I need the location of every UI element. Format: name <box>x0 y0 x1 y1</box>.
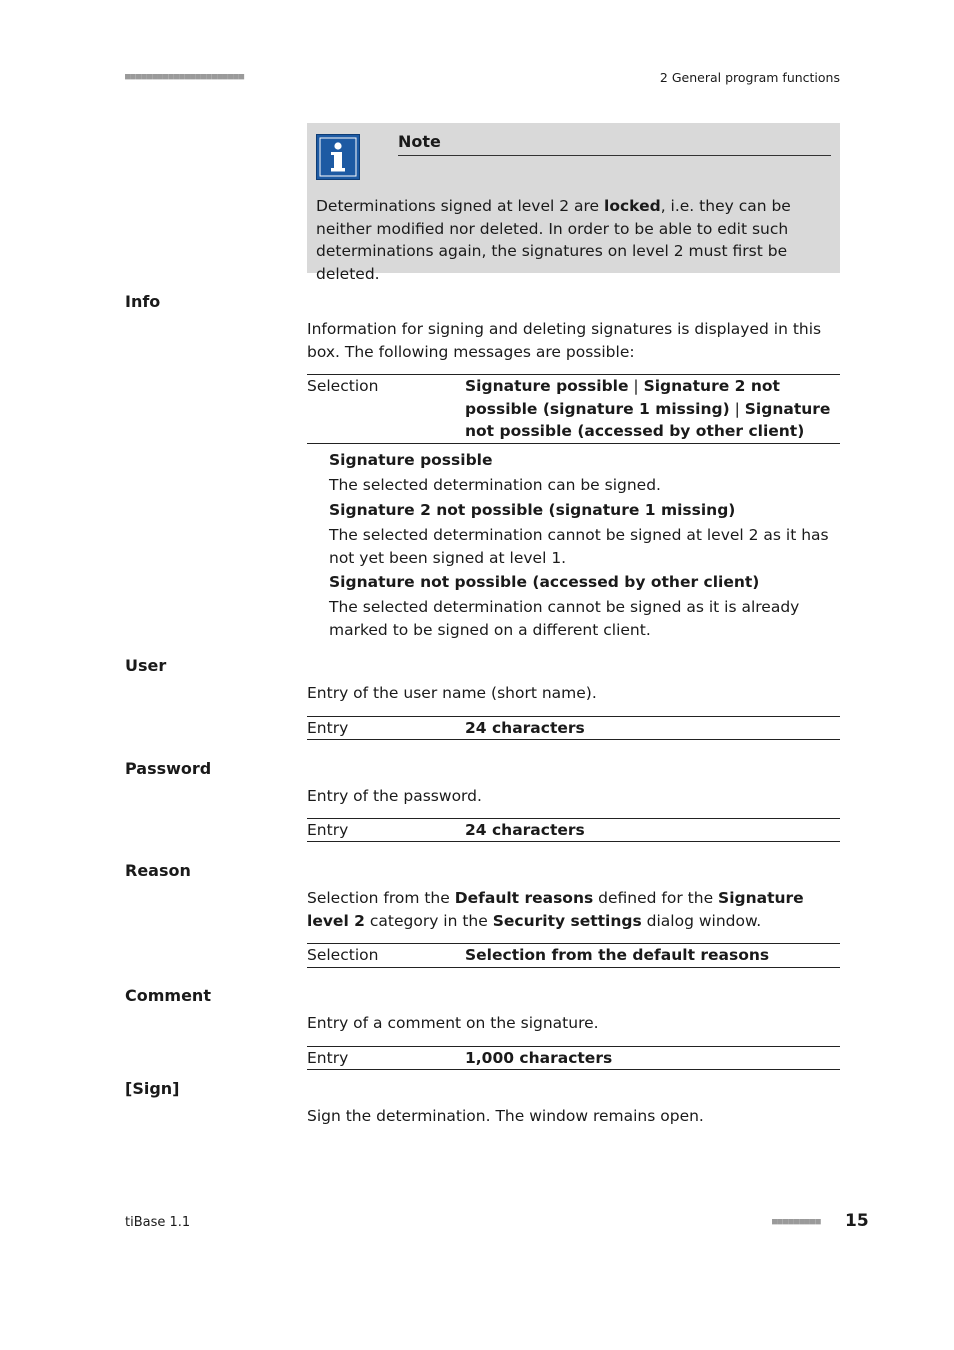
option-description: The selected determination cannot be signed at level 2 as it has not yet been signed at level 1. <box>329 526 829 567</box>
info-table-value: Signature possible | Signature 2 not possible (signature 1 missing) | Signature not possible (accessed by other client) <box>465 377 831 440</box>
comment-table-value: 1,000 characters <box>465 1049 613 1067</box>
note-text: Determinations signed at level 2 are locked, i.e. they can be neither modified nor deleted. In order to be able to edit such determinations again, the signatures on level 2 must first be deleted. <box>316 197 791 283</box>
footer-decoration: ■■■■■■■■■ <box>772 1217 821 1227</box>
info-table-key: Selection <box>307 377 379 395</box>
password-table-value: 24 characters <box>465 821 585 839</box>
password-table <box>307 818 840 842</box>
password-label: Password <box>125 759 212 778</box>
note-title: Note <box>398 132 441 151</box>
sign-label: [Sign] <box>125 1079 180 1098</box>
user-table-value: 24 characters <box>465 719 585 737</box>
comment-description: Entry of a comment on the signature. <box>307 1014 599 1032</box>
info-label: Info <box>125 292 161 311</box>
reason-table-key: Selection <box>307 946 379 964</box>
reason-table <box>307 943 840 968</box>
reason-table-value: Selection from the default reasons <box>465 946 770 964</box>
user-table-key: Entry <box>307 719 349 737</box>
user-description: Entry of the user name (short name). <box>307 684 597 702</box>
reason-label: Reason <box>125 861 191 880</box>
chapter-title: 2 General program functions <box>659 70 840 85</box>
sign-description: Sign the determination. The window remains open. <box>307 1107 704 1125</box>
info-table <box>307 374 840 444</box>
password-table-key: Entry <box>307 821 349 839</box>
option-title: Signature not possible (accessed by other client) <box>329 573 760 591</box>
comment-label: Comment <box>125 986 211 1005</box>
reason-description: Selection from the Default reasons defined for the Signature level 2 category in the Security settings dialog window. <box>307 889 804 930</box>
note-divider <box>398 155 831 156</box>
header-decoration: ■■■■■■■■■■■■■■■■■■■■■■ <box>125 72 245 82</box>
comment-table-key: Entry <box>307 1049 349 1067</box>
option-description: The selected determination can be signed. <box>329 476 661 494</box>
option-description: The selected determination cannot be signed as it is already marked to be signed on a different client. <box>329 598 800 639</box>
user-label: User <box>125 656 167 675</box>
info-icon <box>316 134 360 180</box>
info-description: Information for signing and deleting signatures is displayed in this box. The following messages are possible: <box>307 320 822 361</box>
product-name: tiBase 1.1 <box>125 1215 191 1230</box>
option-title: Signature possible <box>329 451 493 469</box>
password-description: Entry of the password. <box>307 787 482 805</box>
user-table <box>307 716 840 740</box>
comment-table <box>307 1046 840 1070</box>
option-title: Signature 2 not possible (signature 1 missing) <box>329 501 736 519</box>
page-number: 15 <box>845 1211 869 1231</box>
